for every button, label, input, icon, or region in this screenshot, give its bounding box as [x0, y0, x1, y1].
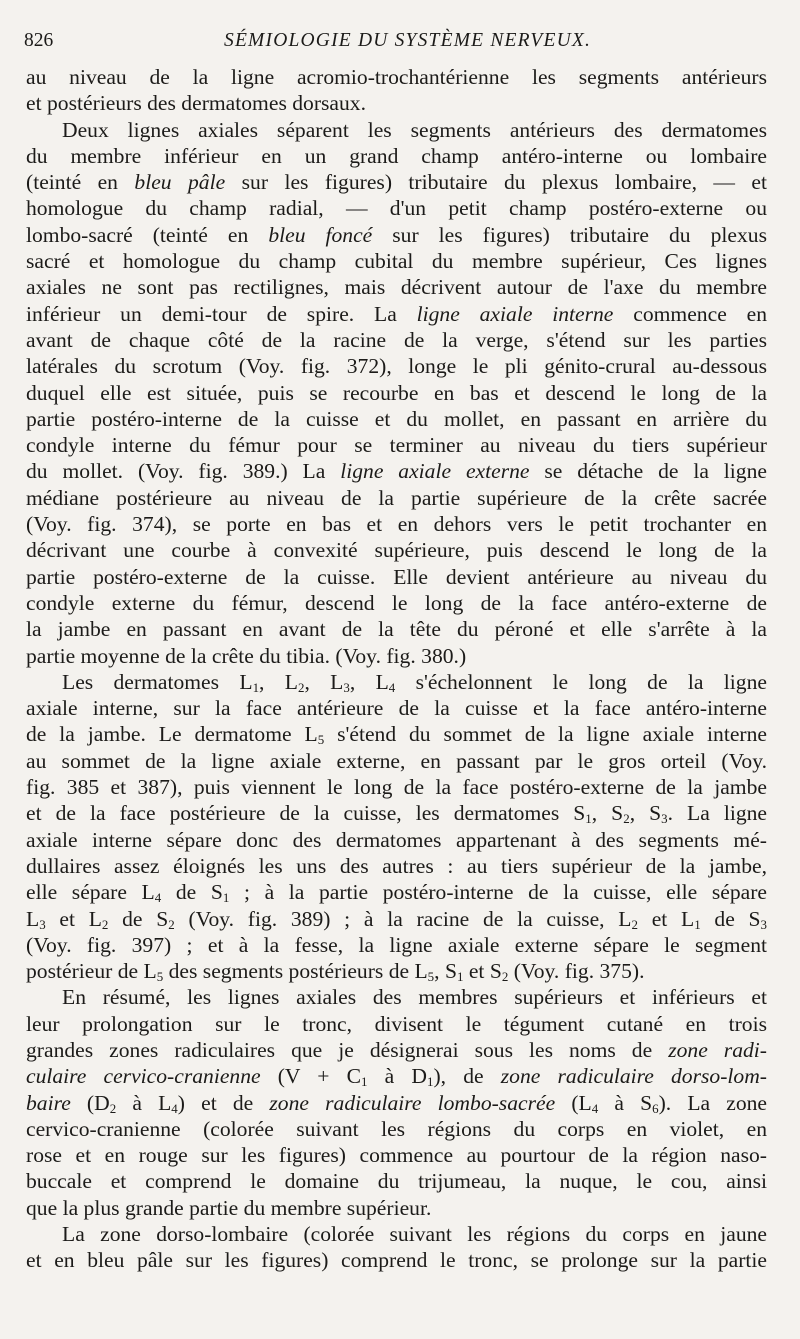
text-line: leur prolongation sur le tronc, divisent le tégument cutané en trois — [26, 1011, 767, 1036]
text-line: que la plus grande partie du membre supérieur. — [26, 1195, 432, 1220]
text-line: condyle interne du fémur pour se terminer au niveau du tiers supérieur — [26, 433, 767, 458]
text-line: décrivant une courbe à convexité supérieure, puis descend le long de la — [26, 538, 767, 563]
text-line: axiale interne sépare donc des dermatomes appartenant à des segments mé- — [26, 827, 767, 852]
text-line: partie moyenne de la crête du tibia. (Voy. fig. 380.) — [26, 643, 467, 668]
text-line: avant de chaque côté de la racine de la verge, s'étend sur les parties — [26, 327, 767, 352]
emphasis: zone radiculaire dorso-lom- — [500, 1064, 767, 1089]
running-title: SÉMIOLOGIE DU SYSTÈME NERVEUX. — [224, 30, 592, 51]
text-line: (Voy. fig. 397) ; et à la fesse, la ligne axiale externe sépare le segment — [26, 932, 767, 957]
text-line: et en bleu pâle sur les figures) comprend le tronc, se prolonge sur la partie — [26, 1248, 767, 1273]
emphasis: ligne axiale interne — [416, 301, 614, 326]
running-header — [24, 30, 770, 60]
text-line: du mollet. (Voy. fig. 389.) La ligne axiale externe se détache de la ligne — [26, 459, 767, 484]
text-line: (teinté en bleu pâle sur les figures) tributaire du plexus lombaire, — et — [26, 170, 767, 195]
text-line: de la jambe. Le dermatome $L_5$ s'étend du sommet de la ligne axiale interne — [26, 722, 767, 748]
text-line: la jambe en passant en avant de la tête du péroné et elle s'arrête à la — [26, 617, 767, 642]
text-line: homologue du champ radial, — d'un petit champ postéro-externe ou — [26, 196, 767, 221]
emphasis: culaire cervico-cranienne — [26, 1064, 261, 1089]
text-line: (Voy. fig. 374), se porte en bas et en dehors vers le petit trochanter en — [26, 512, 767, 537]
text-line: dullaires assez éloignés les uns des autres : au tiers supérieur de la jambe, — [26, 853, 767, 878]
text-line: postérieur de $L_5$ des segments postérieurs de $L_5$, $S_1$ et $S_2$ (Voy. fig. 375). — [26, 959, 645, 985]
body-text — [26, 64, 767, 1274]
text-line: Deux lignes axiales séparent les segments antérieurs des dermatomes — [62, 117, 767, 142]
text-line: axiales ne sont pas rectilignes, mais décrivent autour de l'axe du membre — [26, 275, 767, 300]
text-line: grandes zones radiculaires que je désignerai sous les noms de zone radi- — [26, 1037, 767, 1062]
text-line: La zone dorso-lombaire (colorée suivant les régions du corps en jaune — [62, 1222, 767, 1247]
text-line: inférieur un demi-tour de spire. La ligne axiale interne commence en — [26, 301, 767, 326]
emphasis: zone radiculaire lombo-sacrée — [269, 1090, 556, 1115]
text-line: baire ($D_2$ à $L_4$) et de zone radiculaire lombo-sacrée ($L_4$ à $S_6$). La zone — [26, 1090, 768, 1116]
text-line: duquel elle est située, puis se recourbe en bas et descend le long de la — [26, 380, 767, 405]
text-line: latérales du scrotum (Voy. fig. 372), longe le pli génito-crural au-dessous — [26, 354, 767, 379]
text-line: et postérieurs des dermatomes dorsaux. — [26, 91, 367, 116]
page-number: 826 — [24, 30, 54, 51]
text-line: buccale et comprend le domaine du trijumeau, la nuque, le cou, ainsi — [26, 1169, 767, 1194]
text-line: du membre inférieur en un grand champ antéro-interne ou lombaire — [26, 143, 767, 168]
emphasis: zone radi- — [668, 1037, 767, 1062]
text-line: médiane postérieure au niveau de la partie supérieure de la crête sacrée — [26, 485, 767, 510]
text-line: partie postéro-externe de la cuisse. Elle devient antérieure au niveau du — [26, 564, 767, 589]
text-line: En résumé, les lignes axiales des membres supérieurs et inférieurs et — [62, 985, 767, 1010]
text-line: lombo-sacré (teinté en bleu foncé sur les figures) tributaire du plexus — [26, 222, 767, 247]
text-line: rose et en rouge sur les figures) commence au pourtour de la région naso- — [26, 1143, 767, 1168]
emphasis: bleu pâle — [134, 170, 226, 195]
text-line: et de la face postérieure de la cuisse, les dermatomes $S_1$, $S_2$, $S_3$. La ligne — [26, 801, 767, 827]
text-line: $L_3$ et $L_2$ de $S_2$ (Voy. fig. 389) ; à la racine de la cuisse, $L_2$ et $L_1$ de $S_3$ — [26, 906, 768, 932]
emphasis: bleu foncé — [268, 222, 373, 247]
text-line: partie postéro-interne de la cuisse et du mollet, en passant en arrière du — [26, 406, 767, 431]
text-line: axiale interne, sur la face antérieure de la cuisse et la face antéro-interne — [26, 696, 767, 721]
text-line: condyle externe du fémur, descend le long de la face antéro-externe de — [26, 590, 767, 615]
text-line: Les dermatomes $L_1$, $L_2$, $L_3$, $L_4$ s'échelonnent le long de la ligne — [62, 669, 767, 696]
text-line: culaire cervico-cranienne ($V + C_1$ à $D_1$), de zone radiculaire dorso-lom- — [26, 1064, 767, 1090]
text-line: au sommet de la ligne axiale externe, en passant par le gros orteil (Voy. — [26, 748, 767, 773]
emphasis: baire — [26, 1090, 71, 1115]
text-line: sacré et homologue du champ cubital du membre supérieur, Ces lignes — [26, 249, 767, 274]
text-line: cervico-cranienne (colorée suivant les régions du corps en violet, en — [26, 1116, 767, 1141]
text-line: fig. 385 et 387), puis viennent le long de la face postéro-externe de la jambe — [26, 775, 767, 800]
text-line: elle sépare $L_4$ de $S_1$ ; à la partie postéro-interne de la cuisse, elle sépare — [26, 880, 767, 906]
text-line: au niveau de la ligne acromio-trochantérienne les segments antérieurs — [26, 65, 767, 89]
emphasis: ligne axiale externe — [340, 459, 530, 484]
